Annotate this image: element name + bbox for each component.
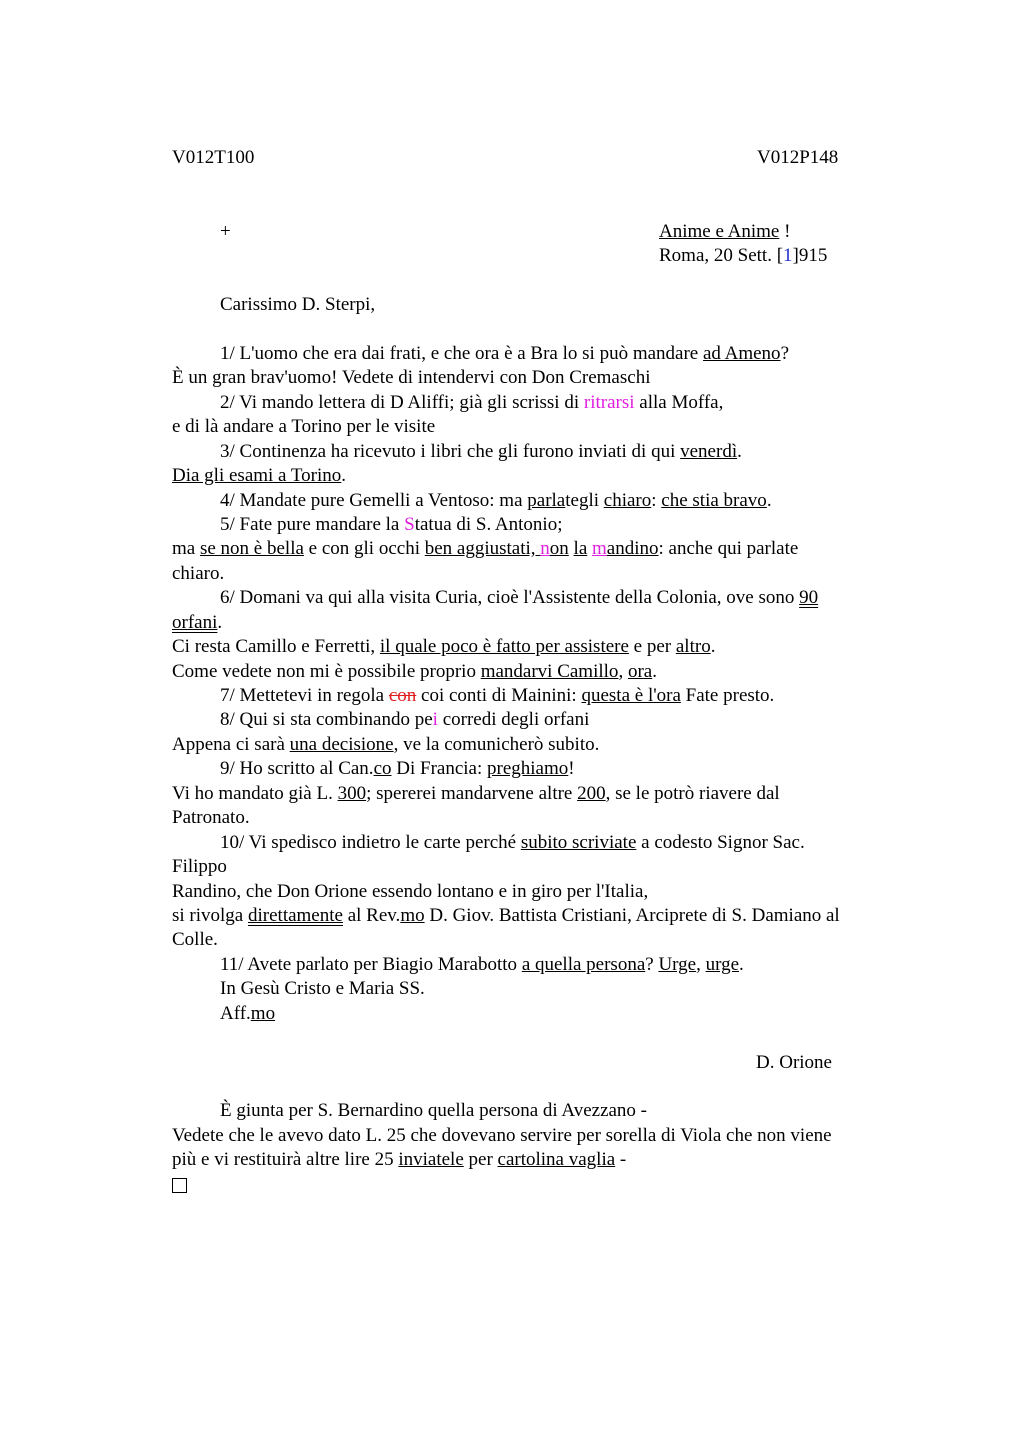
item-9-cont: Vi ho mandato già L. 300; spererei mandarvene altre 200, se le potrò riavere dal xyxy=(172,783,780,804)
postscript-1: È giunta per S. Bernardino quella persona di Avezzano - xyxy=(220,1100,648,1121)
item-10-cont3: si rivolga direttamente al Rev.mo D. Giov. Battista Cristiani, Arciprete di S. Damiano al xyxy=(172,905,840,926)
item-8: 8/ Qui si sta combinando pei corredi degli orfani xyxy=(220,709,590,730)
item-1-cont: È un gran brav'uomo! Vedete di intendervi con Don Cremaschi xyxy=(172,367,651,388)
item-1: 1/ L'uomo che era dai frati, e che ora è a Bra lo si può mandare ad Ameno? xyxy=(220,343,789,364)
item-3: 3/ Continenza ha ricevuto i libri che gli furono inviati di qui venerdì. xyxy=(220,441,742,462)
item-4: 4/ Mandate pure Gemelli a Ventoso: ma parlategli chiaro: che stia bravo. xyxy=(220,490,772,511)
item-3-cont: Dia gli esami a Torino. xyxy=(172,465,347,486)
item-2: 2/ Vi mando lettera di D Aliffi; già gli scrissi di ritrarsi alla Moffa, xyxy=(220,392,724,413)
item-10: 10/ Vi spedisco indietro le carte perché subito scriviate a codesto Signor Sac. xyxy=(220,832,805,853)
item-10-cont2: Randino, che Don Orione essendo lontano e in giro per l'Italia, xyxy=(172,881,649,902)
item-6-cont: orfani. xyxy=(172,612,223,633)
item-2-cont: e di là andare a Torino per le visite xyxy=(172,416,436,437)
item-8-cont: Appena ci sarà una decisione, ve la comunicherò subito. xyxy=(172,734,600,755)
item-10-cont: Filippo xyxy=(172,856,227,877)
item-5-cont2: chiaro. xyxy=(172,563,225,584)
closing-aff: Aff.mo xyxy=(220,1003,276,1024)
item-9-cont2: Patronato. xyxy=(172,807,250,828)
closing-line: In Gesù Cristo e Maria SS. xyxy=(220,978,425,999)
item-7: 7/ Mettetevi in regola con coi conti di Mainini: questa è l'ora Fate presto. xyxy=(220,685,775,706)
header-left-code: V012T100 xyxy=(172,147,255,168)
postscript-3: più e vi restituirà altre lire 25 inviatele per cartolina vaglia - xyxy=(172,1149,627,1170)
header-right-code: V012P148 xyxy=(757,147,839,168)
end-box xyxy=(172,1176,187,1200)
motto: Anime e Anime ! xyxy=(659,221,791,242)
item-5: 5/ Fate pure mandare la Statua di S. Antonio; xyxy=(220,514,563,535)
item-6: 6/ Domani va qui alla visita Curia, cioè l'Assistente della Colonia, ove sono 90 xyxy=(220,587,819,608)
item-6-cont3: Come vedete non mi è possibile proprio mandarvi Camillo, ora. xyxy=(172,661,657,682)
postscript-2: Vedete che le avevo dato L. 25 che dovevano servire per sorella di Viola che non viene xyxy=(172,1125,832,1146)
dateline: Roma, 20 Sett. [1]915 xyxy=(659,245,828,266)
item-9: 9/ Ho scritto al Can.co Di Francia: preghiamo! xyxy=(220,758,575,779)
item-10-cont4: Colle. xyxy=(172,929,218,950)
salutation: Carissimo D. Sterpi, xyxy=(220,294,376,315)
signature: D. Orione xyxy=(756,1052,832,1073)
item-6-cont2: Ci resta Camillo e Ferretti, il quale poco è fatto per assistere e per altro. xyxy=(172,636,716,657)
item-5-cont: ma se non è bella e con gli occhi ben aggiustati, non la mandino: anche qui parlate xyxy=(172,538,799,559)
item-11: 11/ Avete parlato per Biagio Marabotto a quella persona? Urge, urge. xyxy=(220,954,744,975)
cross-mark: + xyxy=(220,221,231,242)
